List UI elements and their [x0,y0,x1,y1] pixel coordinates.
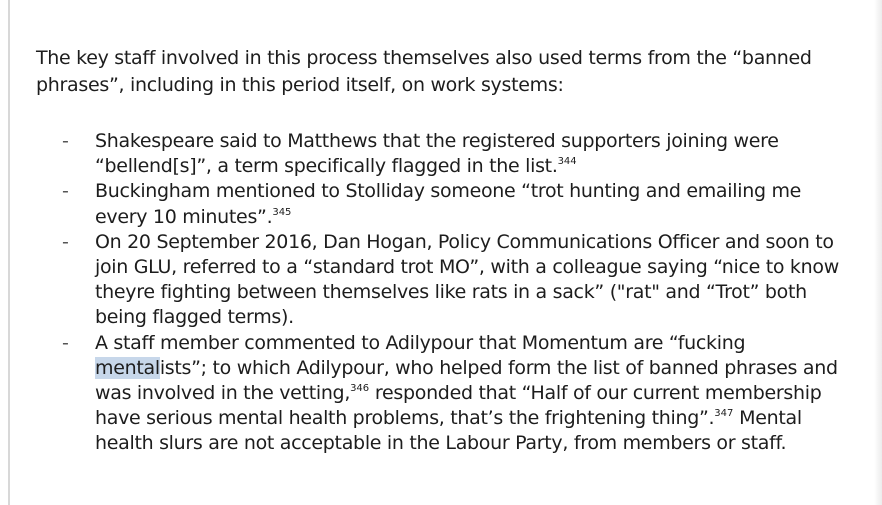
bullet-text: Shakespeare said to Matthews that the registered supporters joining were “bellend[s]”, a term specifically flagged in the list. [95,130,779,178]
bullet-text-continued: ists”; to which Adilypour, who helped form the list of banned phrases and was involved in the vetting, [95,356,838,405]
bullet-text-start: A staff member commented to Adilypour that Momentum are “fucking [95,331,746,354]
bullet-text-quote: responded that “Half of our current membership have serious mental health problems, that’s the frightening thing”. [95,382,822,430]
bullet-item-hogan [36,230,856,331]
bullet-text: Buckingham mentioned to Stolliday someone “trot hunting and emailing me every 10 minutes”. [95,180,802,228]
bullet-item-adilypour [36,331,856,457]
text-selection-highlight[interactable]: mental [95,356,160,379]
bullet-text: On 20 September 2016, Dan Hogan, Policy Communications Officer and soon to join GLU, referred to a “standard trot MO”, with a colleague saying “nice to know theyre fighting between themselves like rats in a sack” ("rat" and “Trot” both being flagged terms). [95,230,839,329]
intro-paragraph: The key staff involved in this process themselves also used terms from the “banned phrases”, including in this period itself, on work systems: [36,47,812,96]
bullet-dash: - [62,331,69,354]
bullet-dash: - [62,180,69,203]
bullet-dash: - [62,130,69,152]
bullet-list [36,129,856,457]
bullet-dash: - [62,230,69,253]
footnote-marker: 346 [350,383,370,395]
footnote-marker: 345 [272,206,292,218]
footnote-marker: 347 [714,408,734,420]
footnote-marker: 344 [557,156,577,168]
bullet-item-buckingham [36,179,856,229]
page-left-rule [8,0,10,505]
bullet-item-shakespeare [36,129,856,179]
bullet-text-end: Mental health slurs are not acceptable in the Labour Party, from members or staff. [95,407,802,455]
page-right-edge [874,0,882,505]
